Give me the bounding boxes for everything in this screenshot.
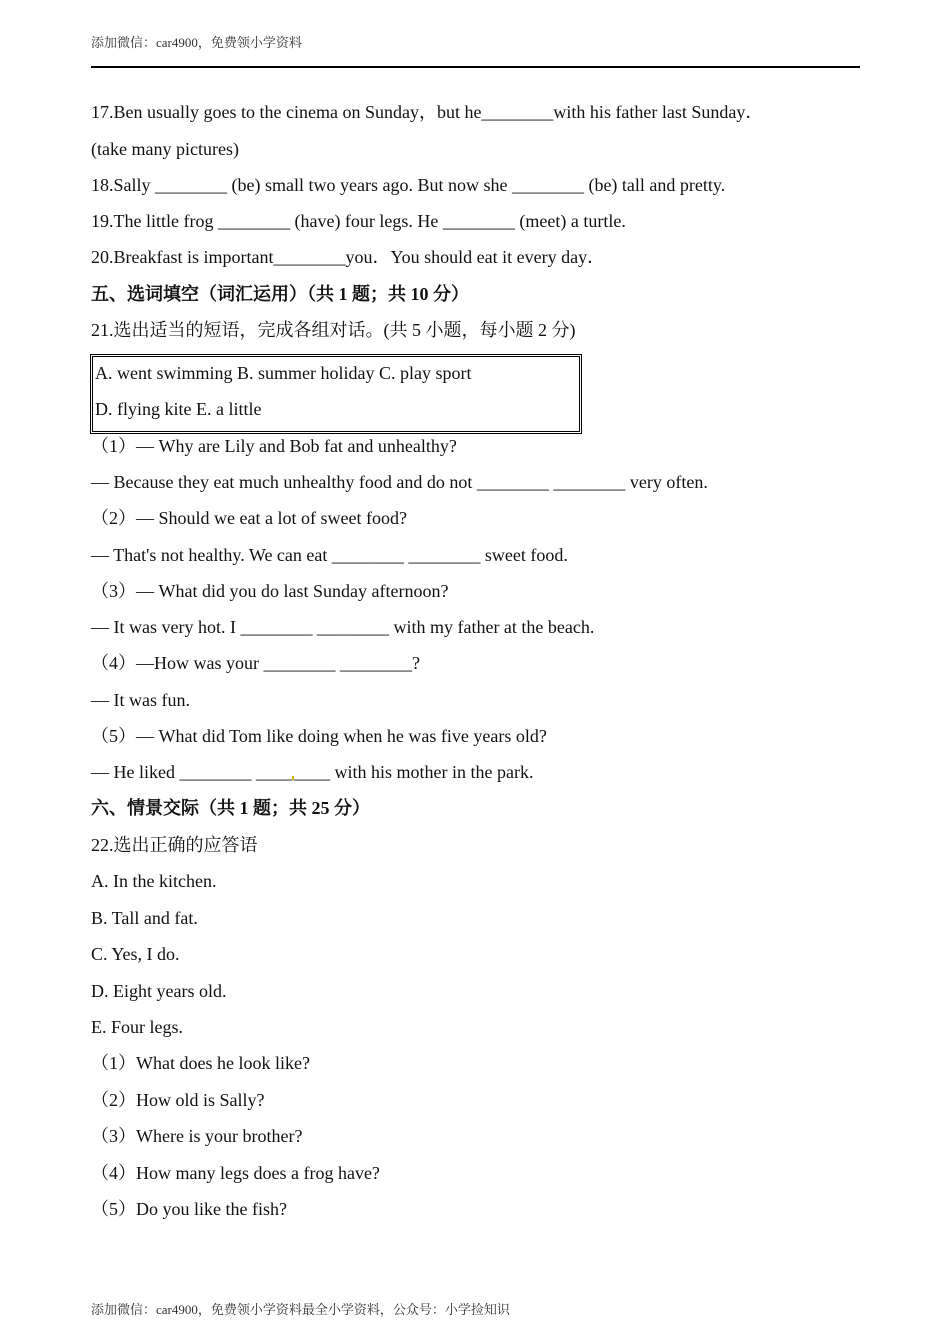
q21-dialog2-q: （2）— Should we eat a lot of sweet food? (91, 508, 407, 528)
page-header: 添加微信：car4900，免费领小学资料 (91, 35, 302, 50)
phrase-box-row2: D. flying kite E. a little (95, 399, 262, 419)
q22-question-5: （5）Do you like the fish? (91, 1199, 287, 1219)
section5-title: 五、选词填空（词汇运用）（共 1 题；共 10 分） (91, 284, 469, 304)
page-footer: 添加微信：car4900，免费领小学资料最全小学资料，公众号：小学捡知识 (91, 1302, 510, 1317)
q20: 20.Breakfast is important________you．You should eat it every day． (91, 247, 606, 267)
q22-question-2: （2）How old is Sally? (91, 1090, 265, 1110)
q21-dialog5-a-pre: — He liked ________ ____ (91, 762, 292, 782)
q21-dialog4-a: — It was fun. (91, 690, 190, 710)
section6-title: 六、情景交际（共 1 题；共 25 分） (91, 798, 370, 818)
q22-option-c: C. Yes, I do. (91, 944, 180, 964)
q22-question-3: （3）Where is your brother? (91, 1126, 303, 1146)
q22-question-1: （1）What does he look like? (91, 1053, 310, 1073)
q19: 19.The little frog ________ (have) four legs. He ________ (meet) a turtle. (91, 211, 626, 231)
q18: 18.Sally ________ (be) small two years ago. But now she ________ (be) tall and pretty. (91, 175, 726, 195)
q22-stem: 22.选出正确的应答语 (91, 835, 258, 855)
q17-line2: (take many pictures) (91, 139, 239, 159)
phrase-box-row1: A. went swimming B. summer holiday C. play sport (95, 363, 472, 383)
q21-stem: 21.选出适当的短语，完成各组对话。(共 5 小题，每小题 2 分) (91, 320, 576, 340)
phrase-box (90, 354, 582, 434)
q21-dialog4-q: （4）—How was your ________ ________? (91, 653, 420, 673)
q21-dialog1-q: （1）— Why are Lily and Bob fat and unhealthy? (91, 436, 457, 456)
q21-dialog5-a (91, 761, 533, 783)
q22-option-d: D. Eight years old. (91, 981, 227, 1001)
q22-question-4: （4）How many legs does a frog have? (91, 1163, 380, 1183)
q21-dialog3-a: — It was very hot. I ________ ________ with my father at the beach. (91, 617, 595, 637)
q21-dialog5-a-post: ____ with his mother in the park. (293, 762, 534, 782)
q21-dialog2-a: — That's not healthy. We can eat ________ ________ sweet food. (91, 545, 568, 565)
q22-option-b: B. Tall and fat. (91, 908, 198, 928)
q21-dialog3-q: （3）— What did you do last Sunday afternoon? (91, 581, 449, 601)
header-rule (91, 66, 860, 68)
q21-dialog1-a: — Because they eat much unhealthy food and do not ________ ________ very often. (91, 472, 708, 492)
q22-option-a: A. In the kitchen. (91, 871, 217, 891)
q21-dialog5-q: （5）— What did Tom like doing when he was five years old? (91, 726, 547, 746)
q17-line1: 17.Ben usually goes to the cinema on Sunday，but he________with his father last Sunday． (91, 102, 764, 122)
q22-option-e: E. Four legs. (91, 1017, 183, 1037)
